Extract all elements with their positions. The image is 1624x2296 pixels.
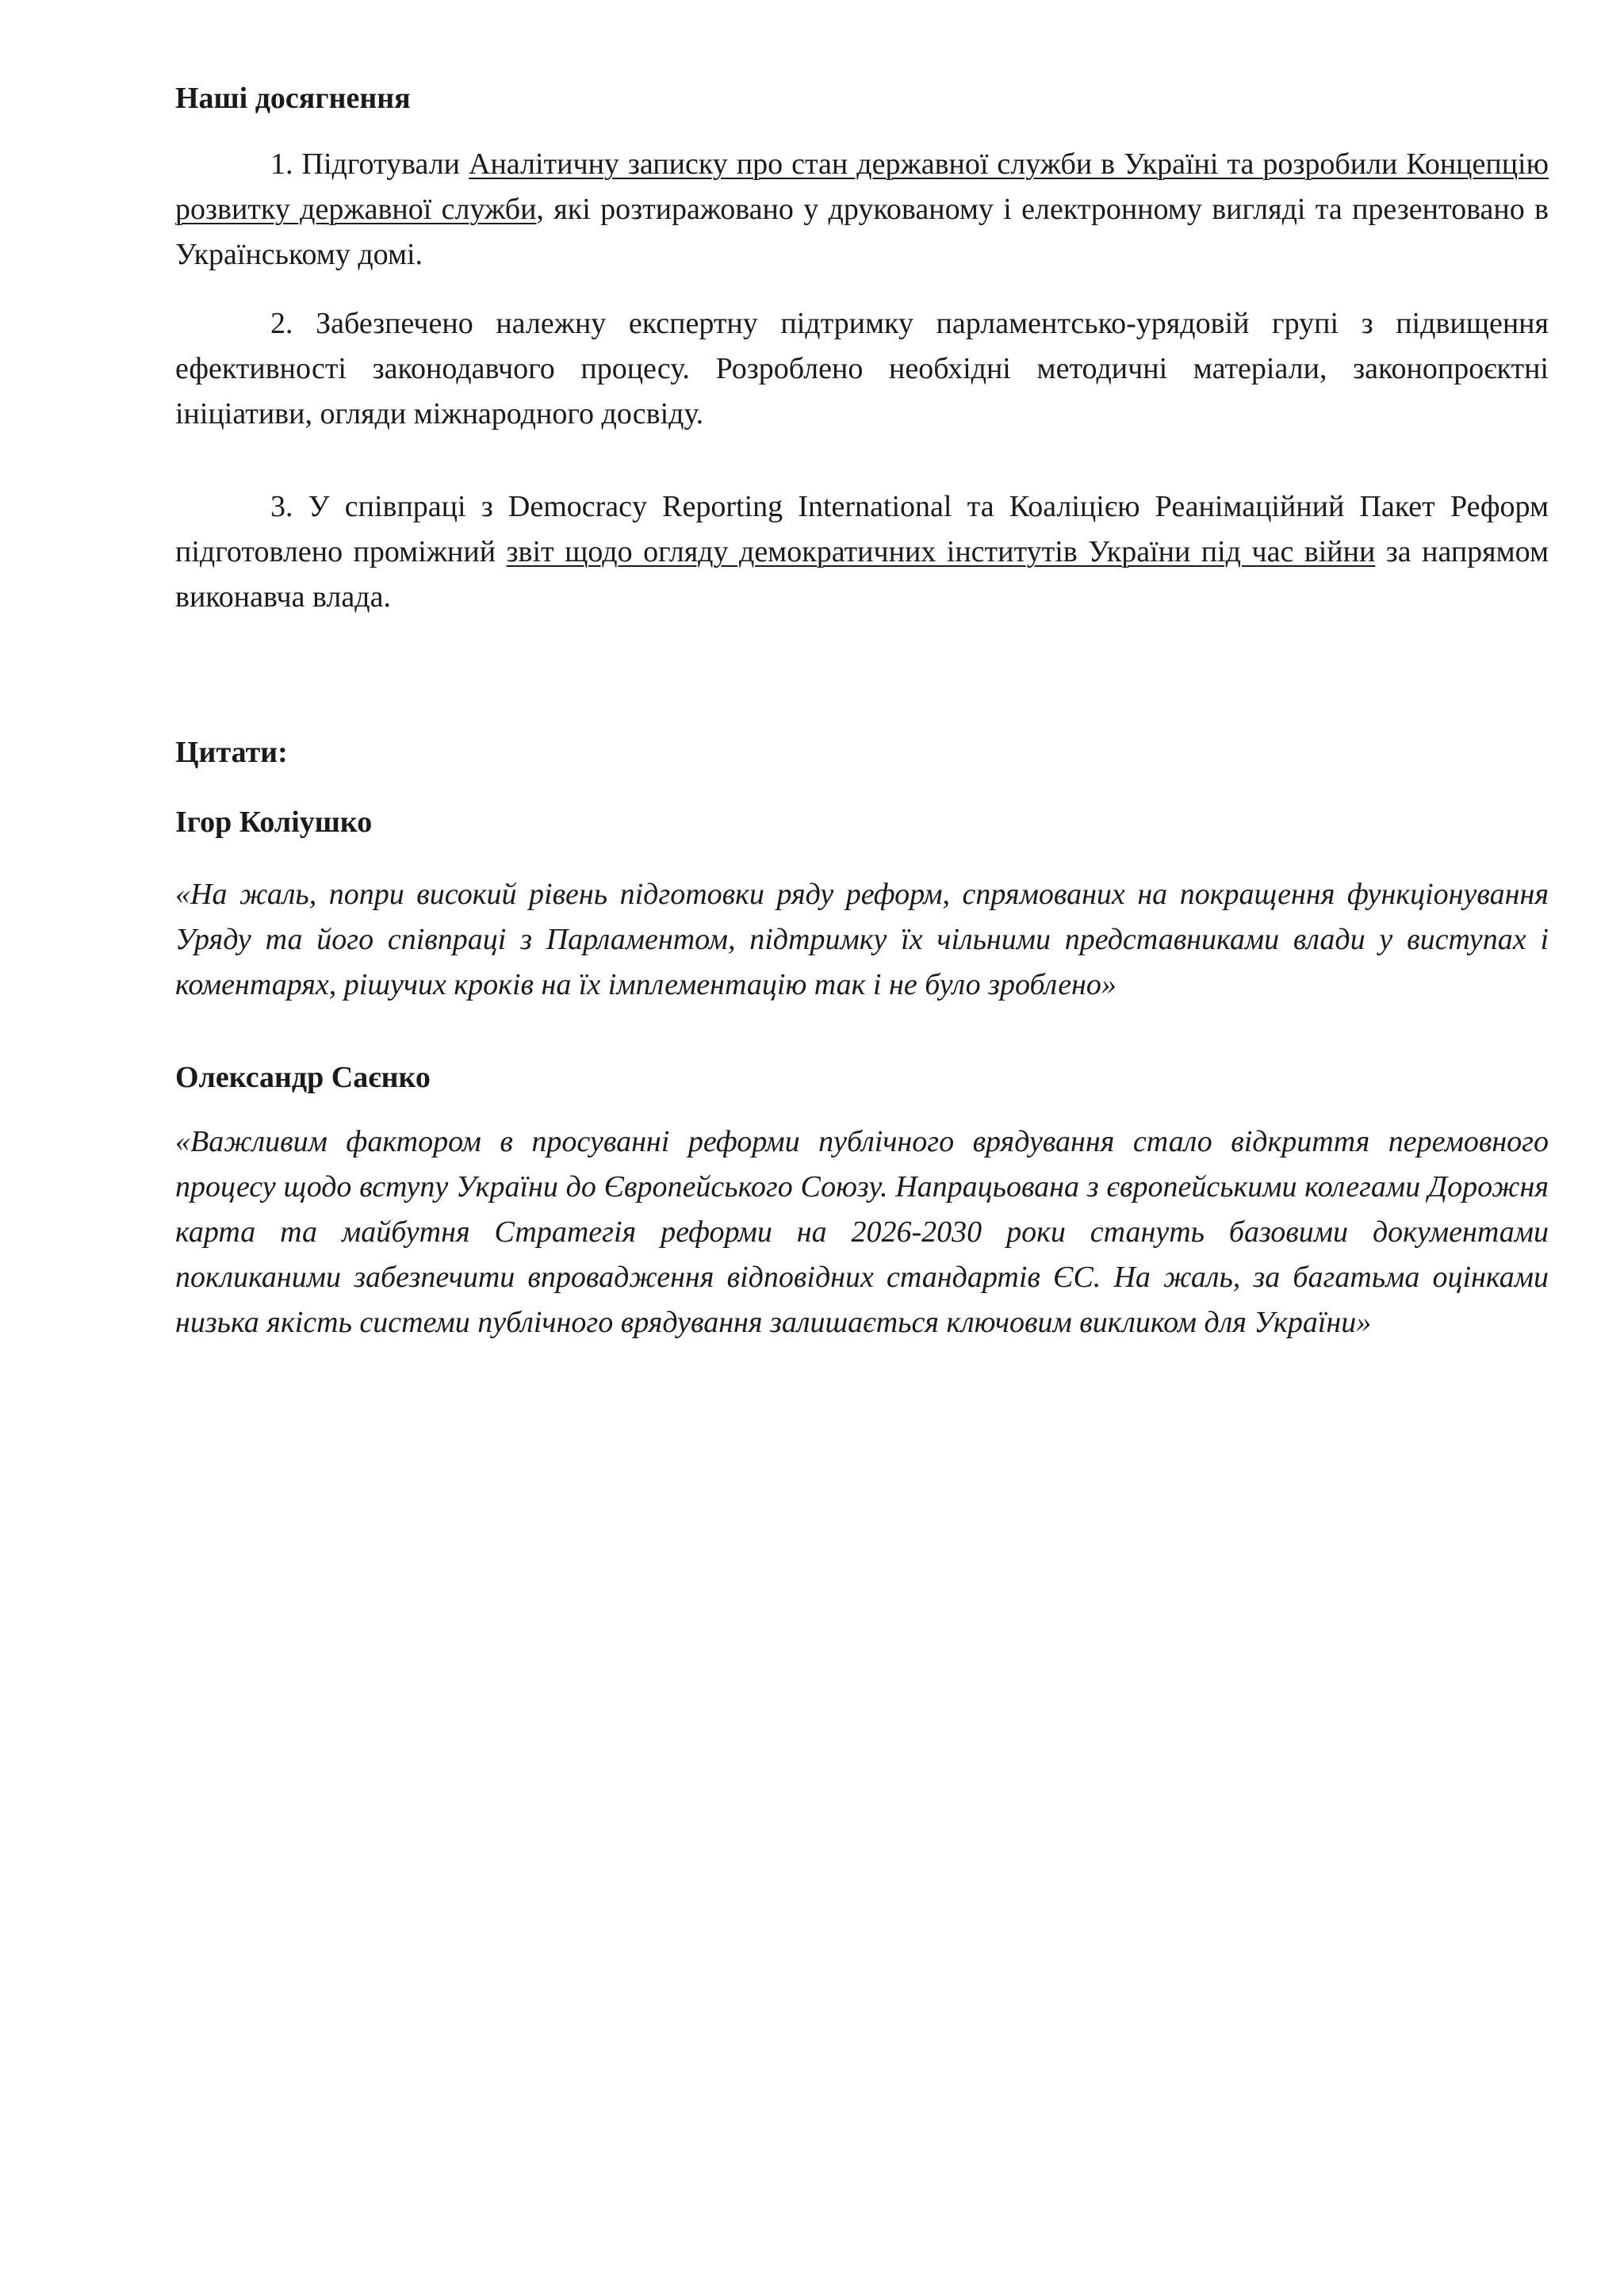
quote-author-1: Ігор Коліушко [175, 806, 373, 839]
quote-text-1: «На жаль, попри високий рівень підготовки ряду реформ, спрямованих на покращення функціонування Уряду та його співпраці з Парламентом, підтримку їх чільними представниками влади у виступах і коментарях, рішучих кроків на їх імплементацію так і не було зроблено» [175, 878, 1549, 1001]
democratic-institutions-report-link[interactable]: звіт щодо огляду демократичних інститутів України під час війни [506, 535, 1376, 568]
achievement-item-2: 2. Забезпечено належну експертну підтримку парламентсько-урядовій групі з підвищення ефективності законодавчого процесу. Розроблено необхідні методичні матеріали, законопроєктні ініціативи, огляди міжнародного досвіду. [175, 307, 1549, 430]
document-page [175, 76, 1549, 1345]
quote-text-2: «Важливим фактором в просуванні реформи публічного врядування стало відкриття перемовного процесу щодо вступу України до Європейського Союзу. Напрацьована з європейськими колегами Дорожня карта та майбутня Стратегія реформи на 2026-2030 роки стануть базовими документами покликаними забезпечити впровадження відповідних стандартів ЄС. На жаль, за багатьма оцінками низька якість системи публічного врядування залишається ключовим викликом для України» [175, 1125, 1549, 1339]
achievement-item-3 [175, 484, 1549, 620]
quote-author-2: Олександр Саєнко [175, 1061, 431, 1094]
achievement-item-3-suffix: за напрямом виконавча влада. [175, 535, 1549, 614]
achievement-item-3-prefix: 3. У співпраці з Democracy Reporting International та Коаліцією Реанімаційний Пакет Реформ підготовлено проміжний [175, 490, 1549, 568]
quotes-heading: Цитати: [175, 736, 288, 769]
achievement-item-1-suffix: , які розтиражовано у друкованому і електронному вигляді та презентовано в Українському домі. [175, 193, 1549, 271]
analytical-note-link[interactable]: Аналітичну записку про стан державної служби в Україні та розробили Концепцію розвитку державної служби [175, 147, 1549, 226]
achievements-heading: Наші досягнення [175, 82, 411, 115]
achievement-item-1 [175, 142, 1549, 277]
achievement-item-1-prefix: 1. Підготували [270, 147, 469, 181]
